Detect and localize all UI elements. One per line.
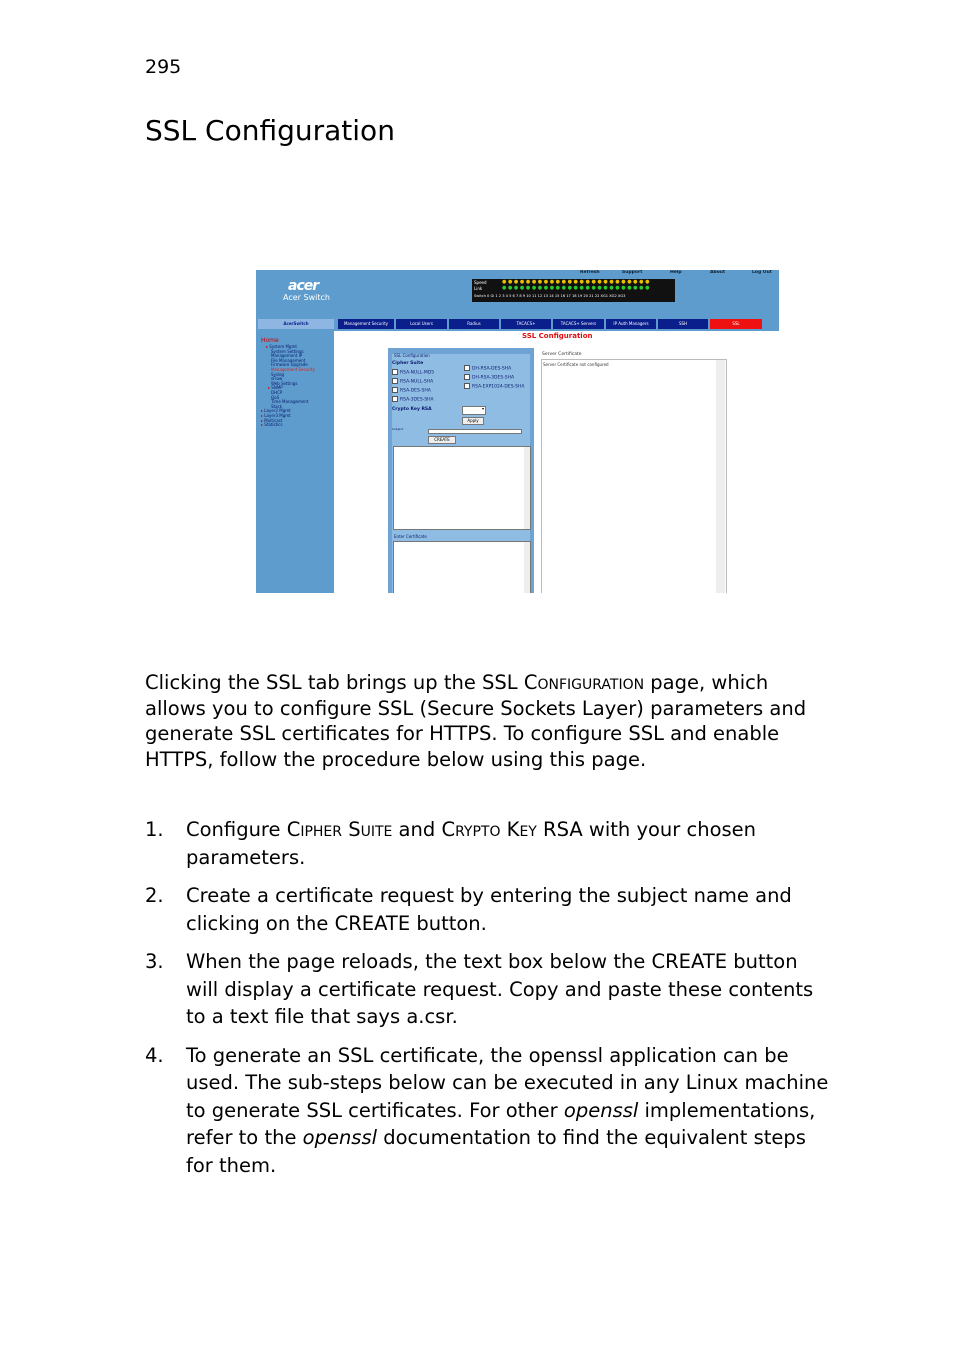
crypto-key-select[interactable] xyxy=(462,406,486,415)
cipher-rsa-exp1024-des-sha[interactable]: RSA-EXP1024-DES-SHA xyxy=(464,383,530,392)
procedure-steps xyxy=(145,816,835,1190)
list-item: 3. When the page reloads, the text box below the CREATE button will display a certificate request. Copy and paste these contents to a text file that says a.csr. xyxy=(145,950,814,1028)
sidebar-item-firmware-upgrade[interactable]: Firmware Upgrade xyxy=(271,362,308,368)
ssl-config-panel xyxy=(388,348,534,593)
sidebar-item-management-ip[interactable]: Management IP xyxy=(271,353,303,359)
switch-port-numbers: Switch 0 Gi 1 2 3 4 5 6 7 8 9 10 11 12 13 14 15 16 17 18 19 20 21 22 XG1 XG2 XG3 xyxy=(474,294,626,298)
create-button[interactable]: CREATE xyxy=(428,436,456,444)
speed-leds: ●●●●●●●●●●●●●●●●●●●●●●●●● xyxy=(502,279,652,285)
support-link[interactable]: Support xyxy=(622,270,643,275)
page-title: SSL Configuration xyxy=(145,114,395,147)
crypto-key-label: Crypto Key RSA xyxy=(392,407,432,412)
speed-label: Speed xyxy=(474,280,487,285)
tab-ip-auth-managers[interactable]: IP Auth Managers xyxy=(606,319,656,329)
link-leds: ●●●●●●●●●●●●●●●●●●●●●●●●● xyxy=(502,285,652,291)
tab-tacacs-servers[interactable]: TACACS+ Servers xyxy=(553,319,604,329)
sidebar-item-file-management[interactable]: File Management xyxy=(271,357,306,363)
server-certificate-text: Server Certificate not configured xyxy=(543,362,609,367)
sidebar-item-system-mgmt[interactable]: ▸ System Mgmt xyxy=(266,344,297,349)
sidebar-item-time-management[interactable]: Time Management xyxy=(271,399,309,405)
cipher-dh-rsa-3des-sha[interactable]: DH-RSA-3DES-SHA xyxy=(464,374,514,381)
panel-title: SSL Configuration xyxy=(394,353,430,358)
server-certificate-scrollbar[interactable] xyxy=(716,360,725,593)
sidebar-item-statistics[interactable]: ▸ Statistics xyxy=(261,422,283,428)
sidebar-item-qos[interactable]: QoS xyxy=(271,394,280,400)
sidebar-item-system-settings[interactable]: System Settings xyxy=(271,348,304,354)
enter-certificate-label: Enter Certificate xyxy=(394,534,427,539)
server-certificate-label: Server Certificate xyxy=(542,352,582,357)
about-link[interactable]: About xyxy=(710,270,726,275)
sidebar-item-multicast[interactable]: ▸ Multicast xyxy=(261,417,283,423)
tab-management-security[interactable]: Management Security xyxy=(338,319,394,329)
list-item: 4. To generate an SSL certificate, the openssl application can be used. The sub-steps below can be executed in any Linux machine to generate SSL certificates. For other openssl implementations, refer to the openssl documentation to find the equivalent steps for them. xyxy=(145,1043,829,1177)
refresh-link[interactable]: Refresh xyxy=(580,270,600,275)
cipher-rsa-3des-sha[interactable]: RSA-3DES-SHA xyxy=(392,396,434,403)
tab-ssl[interactable]: SSL xyxy=(710,319,762,329)
cipher-dh-rsa-des-sha[interactable]: DH-RSA-DES-SHA xyxy=(464,365,511,372)
sidebar-item-web-settings[interactable]: Web Settings xyxy=(271,380,298,386)
tab-acerswitch[interactable]: AcerSwitch xyxy=(258,319,334,329)
sidebar-item-sflow[interactable]: sFlow xyxy=(271,376,283,382)
sidebar xyxy=(256,331,334,593)
list-item: 1. Configure Cipher Suite and Crypto Key RSA with your chosen parameters. xyxy=(145,818,757,869)
app-header xyxy=(256,270,779,318)
subject-label: Subject xyxy=(392,427,404,431)
tab-radius[interactable]: Radius xyxy=(449,319,499,329)
link-label: Link xyxy=(474,286,483,291)
top-links xyxy=(574,270,779,278)
ssl-configuration-screenshot xyxy=(256,270,779,593)
tab-local-users[interactable]: Local Users xyxy=(396,319,447,329)
subject-input[interactable] xyxy=(428,429,522,434)
certificate-request-textarea[interactable] xyxy=(393,446,531,530)
sidebar-item-management-security[interactable]: Management Security xyxy=(271,366,316,372)
server-certificate-textarea[interactable] xyxy=(541,359,727,593)
list-item: 2. Create a certificate request by entering the subject name and clicking on the CREATE button. xyxy=(145,884,792,935)
help-link[interactable]: Help xyxy=(670,270,682,275)
sidebar-item-dhcp[interactable]: DHCP xyxy=(271,389,283,395)
cipher-rsa-null-md5[interactable]: RSA-NULL-MD5 xyxy=(392,369,434,376)
sidebar-item-snmp[interactable]: ▸ SNMP xyxy=(268,385,283,391)
tab-ssh[interactable]: SSH xyxy=(658,319,708,329)
sidebar-item-home[interactable]: Home xyxy=(261,337,279,344)
logout-link[interactable]: Log Out xyxy=(752,270,772,275)
cipher-rsa-des-sha[interactable]: RSA-DES-SHA xyxy=(392,387,431,394)
port-status-panel xyxy=(472,279,675,302)
tab-tacacs[interactable]: TACACS+ xyxy=(501,319,551,329)
logo-subtitle: Acer Switch xyxy=(283,293,330,302)
sidebar-item-layer2-mgmt[interactable]: ▸ Layer2 Mgmt xyxy=(261,408,291,414)
enter-certificate-textarea[interactable] xyxy=(393,541,531,593)
sidebar-item-syslog[interactable]: Syslog xyxy=(271,371,285,377)
sidebar-item-layer3-mgmt[interactable]: ▸ Layer3 Mgmt xyxy=(261,412,291,418)
acer-logo: acer xyxy=(288,278,319,294)
chevron-down-icon: ▾ xyxy=(481,406,484,411)
section-title: SSL Configuration xyxy=(522,332,593,340)
sidebar-item-stack[interactable]: Stack xyxy=(271,403,283,409)
cipher-suite-label: Cipher Suite xyxy=(392,361,424,366)
page-number: 295 xyxy=(145,56,182,78)
intro-paragraph: Clicking the SSL tab brings up the SSL Configuration page, which allows you to configure SSL (Secure Sockets Layer) parameters and generate SSL certificates for HTTPS. To configure SSL and enable HTTPS, follow the procedure below using this page. xyxy=(145,671,807,771)
cipher-rsa-null-sha[interactable]: RSA-NULL-SHA xyxy=(392,378,433,385)
apply-button[interactable]: Apply xyxy=(462,417,484,425)
